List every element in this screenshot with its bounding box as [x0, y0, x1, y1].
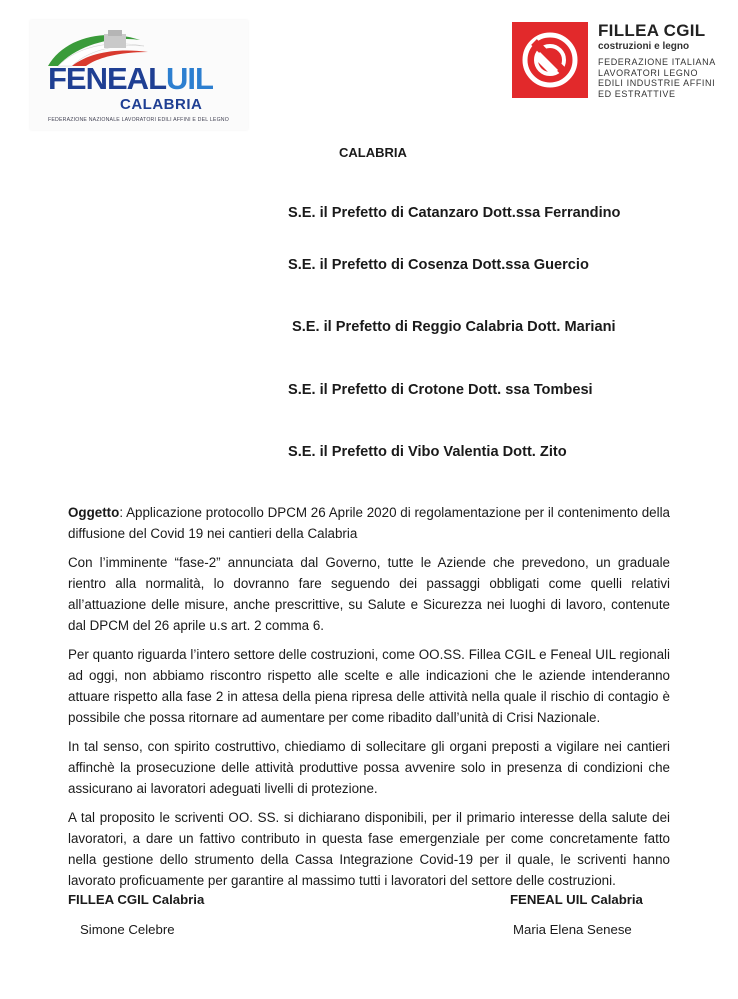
subject-line: [68, 502, 670, 544]
fillea-cgil-logo: [512, 22, 717, 106]
addressee-catanzaro: S.E. il Prefetto di Catanzaro Dott.ssa Ferrandino: [288, 205, 621, 221]
signature-right-org: FENEAL UIL Calabria: [510, 892, 643, 907]
addressee-crotone: S.E. il Prefetto di Crotone Dott. ssa Tombesi: [288, 382, 593, 398]
fillea-cgil-name: FILLEA CGIL: [598, 21, 706, 40]
fillea-cgil-description: FEDERAZIONE ITALIANA LAVORATORI LEGNO EDILI INDUSTRIE AFFINI ED ESTRATTIVE: [598, 57, 716, 99]
addressee-cosenza: S.E. il Prefetto di Cosenza Dott.ssa Guercio: [288, 257, 589, 273]
signature-left-name: Simone Celebre: [80, 922, 175, 937]
feneal-uil-tagline: FEDERAZIONE NAZIONALE LAVORATORI EDILI AFFINI E DEL LEGNO: [48, 117, 229, 123]
paragraph-3: In tal senso, con spirito costruttivo, chiediamo di sollecitare gli organi preposti a vigilare nei cantieri affinchè la prosecuzione delle attività produttive possa avvenire solo in presenza di condizioni che assicurano ai lavoratori adeguati livelli di protezione.: [68, 739, 670, 796]
feneal-uil-wordmark: FENEALUIL: [48, 61, 213, 96]
addressee-vibo-valentia: S.E. il Prefetto di Vibo Valentia Dott. Zito: [288, 444, 567, 460]
feneal-uil-logo: [30, 20, 248, 130]
paragraph-2: Per quanto riguarda l’intero settore delle costruzioni, come OO.SS. Fillea CGIL e Feneal UIL regionali ad oggi, non abbiamo riscontro rispetto alle scelte e alle indicazioni che le aziende intenderanno attuare rispetto alla fase 2 in attesa della piena ripresa delle attività nella quale il rischio di contagio è possibile che possa ritornare ad aumentare per come ribadito dall’unità di Crisi Nazionale.: [68, 647, 670, 725]
addressee-reggio-calabria: S.E. il Prefetto di Reggio Calabria Dott. Mariani: [292, 319, 616, 335]
signature-right-name: Maria Elena Senese: [513, 922, 632, 937]
paragraph-4: A tal proposito le scriventi OO. SS. si dichiarano disponibili, per il primario interesse della salute dei lavoratori, a dare un fattivo contributo in questa fase emergenziale per come concretamente fatto nella gestione dello strumento della Cassa Integrazione Covid-19 per il quale, le scriventi hanno lavorato proficuamente per garantire al massimo tutti i lavoratori del settore delle costruzioni.: [68, 810, 670, 888]
paragraph-1: Con l’imminente “fase-2” annunciata dal Governo, tutte le Aziende che prevedono, un graduale rientro alla normalità, lo dovranno fare seguendo dei passaggi obbligati come quelli relativi all’attuazione delle misure, anche prescrittive, su Salute e Sicurezza nei luoghi di lavoro, contenute dal DPCM del 26 aprile u.s art. 2 comma 6.: [68, 555, 670, 633]
fillea-cgil-subtitle: costruzioni e legno: [598, 41, 690, 52]
letter-body: [68, 502, 670, 899]
fillea-cgil-mark-icon: [512, 22, 588, 98]
signature-left-org: FILLEA CGIL Calabria: [68, 892, 205, 907]
subject-text: : Applicazione protocollo DPCM 26 Aprile 2020 di regolamentazione per il contenimento della diffusione del Covid 19 nei cantieri della Calabria: [68, 505, 670, 541]
feneal-uil-region: CALABRIA: [120, 96, 203, 113]
subject-label: Oggetto: [68, 505, 120, 520]
region-heading: CALABRIA: [339, 145, 407, 160]
